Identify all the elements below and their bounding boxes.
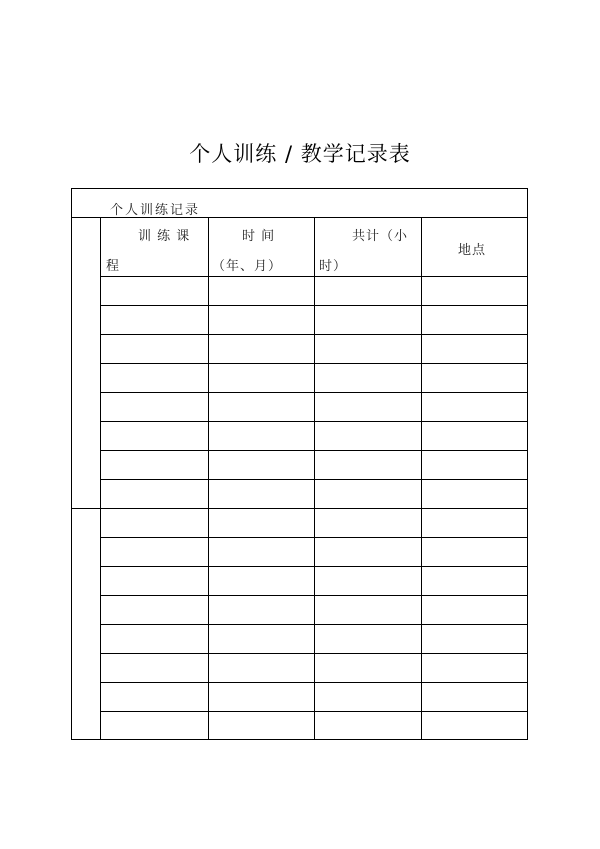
header-total-line1: 共计（小: [352, 229, 409, 244]
table-cell[interactable]: [209, 567, 313, 594]
table-cell[interactable]: [315, 538, 420, 565]
table-cell[interactable]: [315, 712, 420, 739]
header-time-line2: （年、月）: [212, 259, 283, 274]
table-cell[interactable]: [209, 422, 313, 449]
table-cell[interactable]: [422, 596, 526, 623]
table-cell[interactable]: [209, 451, 313, 478]
section-label: 个人训练记录: [110, 203, 201, 218]
table-cell[interactable]: [101, 567, 207, 594]
table-cell[interactable]: [209, 683, 313, 710]
table-cell[interactable]: [422, 654, 526, 681]
table-cell[interactable]: [209, 654, 313, 681]
table-cell[interactable]: [209, 364, 313, 391]
table-cell[interactable]: [315, 683, 420, 710]
table-cell[interactable]: [315, 480, 420, 507]
header-time-line1: 时 间: [242, 229, 276, 244]
table-cell[interactable]: [422, 451, 526, 478]
table-cell[interactable]: [209, 625, 313, 652]
table-cell[interactable]: [315, 567, 420, 594]
table-cell[interactable]: [101, 480, 207, 507]
table-cell[interactable]: [101, 422, 207, 449]
table-cell[interactable]: [101, 654, 207, 681]
table-cell[interactable]: [209, 393, 313, 420]
table-cell[interactable]: [422, 335, 526, 362]
table-cell[interactable]: [315, 335, 420, 362]
table-cell[interactable]: [315, 654, 420, 681]
table-cell[interactable]: [422, 712, 526, 739]
table-cell[interactable]: [101, 451, 207, 478]
table-cell[interactable]: [101, 393, 207, 420]
table-cell[interactable]: [101, 625, 207, 652]
table-cell[interactable]: [209, 277, 313, 304]
table-cell[interactable]: [209, 538, 313, 565]
table-cell[interactable]: [209, 712, 313, 739]
header-course-line2: 程: [106, 259, 121, 274]
table-cell[interactable]: [422, 422, 526, 449]
table-cell[interactable]: [315, 306, 420, 333]
table-cell[interactable]: [209, 335, 313, 362]
table-cell[interactable]: [209, 596, 313, 623]
table-cell[interactable]: [315, 509, 420, 536]
page-title: 个人训练 / 教学记录表: [189, 142, 411, 166]
table-cell[interactable]: [315, 422, 420, 449]
table-cell[interactable]: [315, 393, 420, 420]
table-cell[interactable]: [315, 451, 420, 478]
table-cell[interactable]: [422, 538, 526, 565]
table-cell[interactable]: [101, 509, 207, 536]
table-cell[interactable]: [422, 625, 526, 652]
table-cell[interactable]: [422, 277, 526, 304]
table-cell[interactable]: [422, 683, 526, 710]
table-cell[interactable]: [422, 364, 526, 391]
header-course-line1: 训 练 课: [138, 229, 191, 244]
table-cell[interactable]: [422, 509, 526, 536]
header-location: 地点: [458, 243, 487, 258]
table-cell[interactable]: [101, 335, 207, 362]
table-cell[interactable]: [101, 364, 207, 391]
table-cell[interactable]: [422, 480, 526, 507]
table-cell[interactable]: [315, 625, 420, 652]
training-record-form: [71, 188, 528, 740]
header-total-line2: 时）: [319, 259, 348, 274]
table-cell[interactable]: [209, 509, 313, 536]
table-cell[interactable]: [315, 364, 420, 391]
table-cell[interactable]: [101, 712, 207, 739]
table-cell[interactable]: [315, 277, 420, 304]
table-cell[interactable]: [422, 306, 526, 333]
section-header: [72, 189, 527, 218]
table-cell[interactable]: [422, 567, 526, 594]
table-cell[interactable]: [422, 393, 526, 420]
table-cell[interactable]: [101, 538, 207, 565]
table-cell[interactable]: [101, 596, 207, 623]
table-cell[interactable]: [101, 306, 207, 333]
table-cell[interactable]: [209, 306, 313, 333]
table-cell[interactable]: [209, 480, 313, 507]
table-cell[interactable]: [315, 596, 420, 623]
table-cell[interactable]: [101, 683, 207, 710]
table-cell[interactable]: [101, 277, 207, 304]
